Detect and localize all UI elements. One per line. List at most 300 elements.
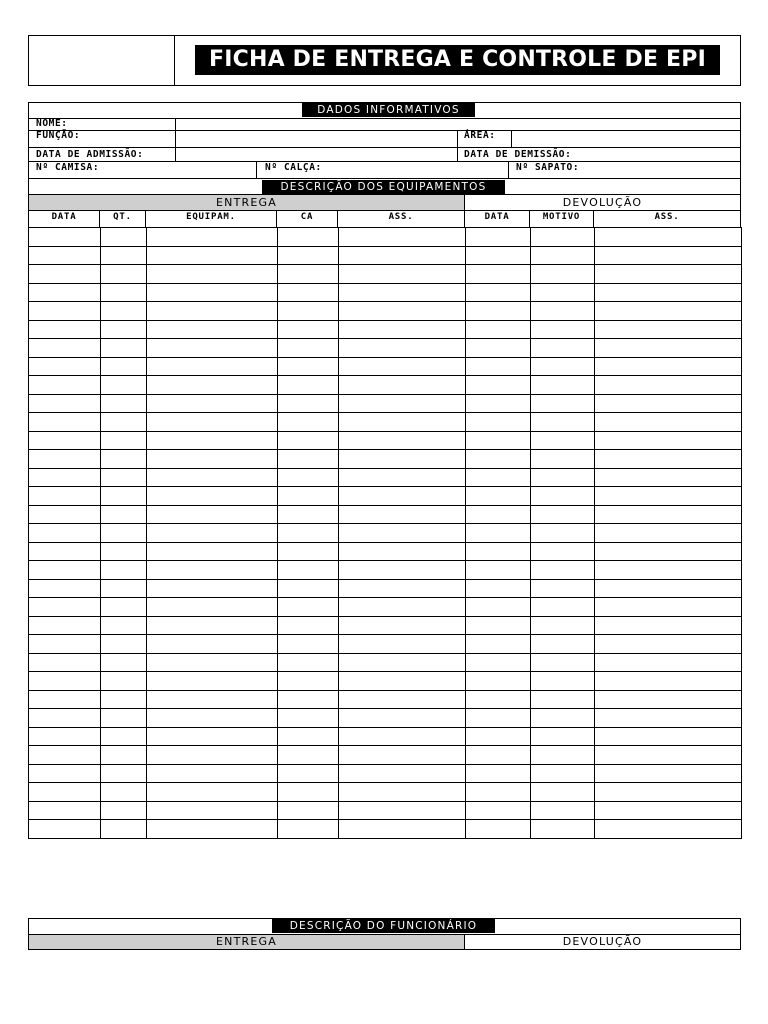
col-header-equipam: EQUIPAM. (186, 212, 236, 222)
table-cell[interactable] (29, 672, 101, 691)
table-cell[interactable] (339, 598, 466, 617)
table-cell[interactable] (339, 339, 466, 358)
table-cell[interactable] (531, 320, 595, 339)
table-cell[interactable] (466, 598, 531, 617)
table-cell[interactable] (278, 746, 339, 765)
table-cell[interactable] (278, 616, 339, 635)
table-cell[interactable] (531, 283, 595, 302)
table-cell[interactable] (339, 320, 466, 339)
table-cell[interactable] (339, 487, 466, 506)
table-cell[interactable] (531, 431, 595, 450)
table-cell[interactable] (101, 320, 147, 339)
table-cell[interactable] (29, 598, 101, 617)
table-cell[interactable] (278, 579, 339, 598)
table-cell[interactable] (339, 542, 466, 561)
table-cell[interactable] (29, 524, 101, 543)
table-cell[interactable] (339, 764, 466, 783)
table-cell[interactable] (147, 246, 278, 265)
table-cell[interactable] (101, 228, 147, 247)
table-cell[interactable] (531, 727, 595, 746)
table-cell[interactable] (531, 468, 595, 487)
table-row (29, 228, 742, 247)
table-cell[interactable] (147, 727, 278, 746)
table-cell[interactable] (29, 542, 101, 561)
table-cell[interactable] (29, 394, 101, 413)
rule (28, 161, 741, 162)
table-cell[interactable] (339, 801, 466, 820)
table-cell[interactable] (466, 764, 531, 783)
table-cell[interactable] (278, 246, 339, 265)
table-cell[interactable] (466, 357, 531, 376)
table-cell[interactable] (466, 413, 531, 432)
table-cell[interactable] (29, 709, 101, 728)
devolucao-header: DEVOLUÇÃO (562, 196, 643, 209)
table-cell[interactable] (278, 727, 339, 746)
table-cell[interactable] (101, 487, 147, 506)
table-cell[interactable] (466, 746, 531, 765)
table-cell[interactable] (147, 283, 278, 302)
table-cell[interactable] (466, 820, 531, 839)
table-cell[interactable] (101, 376, 147, 395)
table-cell[interactable] (595, 653, 742, 672)
table-cell[interactable] (101, 302, 147, 321)
table-cell[interactable] (147, 228, 278, 247)
table-cell[interactable] (101, 339, 147, 358)
table-cell[interactable] (466, 302, 531, 321)
table-cell[interactable] (147, 801, 278, 820)
table-cell[interactable] (595, 616, 742, 635)
table-cell[interactable] (595, 561, 742, 580)
table-row (29, 598, 742, 617)
table-cell[interactable] (101, 746, 147, 765)
table-cell[interactable] (147, 709, 278, 728)
table-cell[interactable] (29, 431, 101, 450)
table-cell[interactable] (29, 561, 101, 580)
table-cell[interactable] (531, 450, 595, 469)
table-cell[interactable] (29, 820, 101, 839)
table-row (29, 783, 742, 802)
table-cell[interactable] (29, 228, 101, 247)
table-row (29, 709, 742, 728)
table-cell[interactable] (531, 561, 595, 580)
table-cell[interactable] (29, 505, 101, 524)
table-cell[interactable] (339, 727, 466, 746)
table-cell[interactable] (147, 468, 278, 487)
table-cell[interactable] (278, 302, 339, 321)
table-cell[interactable] (278, 542, 339, 561)
table-cell[interactable] (339, 246, 466, 265)
table-cell[interactable] (278, 376, 339, 395)
table-cell[interactable] (466, 653, 531, 672)
table-cell[interactable] (466, 283, 531, 302)
table-cell[interactable] (531, 616, 595, 635)
table-cell[interactable] (339, 283, 466, 302)
table-cell[interactable] (147, 450, 278, 469)
table-row (29, 320, 742, 339)
table-cell[interactable] (531, 394, 595, 413)
table-cell[interactable] (339, 635, 466, 654)
table-cell[interactable] (595, 320, 742, 339)
rule (175, 118, 176, 161)
table-cell[interactable] (101, 672, 147, 691)
table-cell[interactable] (278, 468, 339, 487)
table-cell[interactable] (466, 542, 531, 561)
table-cell[interactable] (29, 487, 101, 506)
table-cell[interactable] (531, 764, 595, 783)
table-cell[interactable] (29, 302, 101, 321)
table-cell[interactable] (278, 487, 339, 506)
table-cell[interactable] (595, 783, 742, 802)
rule (457, 130, 458, 161)
table-cell[interactable] (147, 764, 278, 783)
table-cell[interactable] (595, 635, 742, 654)
table-cell[interactable] (101, 727, 147, 746)
table-cell[interactable] (147, 413, 278, 432)
table-cell[interactable] (147, 376, 278, 395)
table-cell[interactable] (466, 320, 531, 339)
table-row (29, 727, 742, 746)
table-cell[interactable] (147, 524, 278, 543)
table-cell[interactable] (147, 672, 278, 691)
table-cell[interactable] (466, 376, 531, 395)
table-cell[interactable] (147, 542, 278, 561)
table-cell[interactable] (531, 635, 595, 654)
table-cell[interactable] (29, 727, 101, 746)
table-cell[interactable] (595, 505, 742, 524)
table-cell[interactable] (29, 450, 101, 469)
table-cell[interactable] (339, 653, 466, 672)
table-cell[interactable] (595, 302, 742, 321)
table-cell[interactable] (147, 820, 278, 839)
nome-label: NOME: (36, 118, 68, 129)
table-cell[interactable] (595, 727, 742, 746)
table-cell[interactable] (339, 228, 466, 247)
table-cell[interactable] (531, 228, 595, 247)
table-cell[interactable] (29, 653, 101, 672)
table-cell[interactable] (278, 394, 339, 413)
table-cell[interactable] (101, 561, 147, 580)
table-cell[interactable] (339, 431, 466, 450)
table-cell[interactable] (278, 450, 339, 469)
table-cell[interactable] (595, 394, 742, 413)
table-cell[interactable] (595, 764, 742, 783)
table-cell[interactable] (29, 376, 101, 395)
table-cell[interactable] (278, 283, 339, 302)
table-cell[interactable] (101, 265, 147, 284)
table-cell[interactable] (147, 357, 278, 376)
table-cell[interactable] (101, 579, 147, 598)
table-cell[interactable] (595, 357, 742, 376)
table-row (29, 746, 742, 765)
table-cell[interactable] (531, 709, 595, 728)
table-cell[interactable] (29, 783, 101, 802)
rule (28, 147, 741, 148)
table-cell[interactable] (278, 431, 339, 450)
table-cell[interactable] (101, 283, 147, 302)
table-cell[interactable] (101, 524, 147, 543)
table-cell[interactable] (339, 524, 466, 543)
table-cell[interactable] (147, 431, 278, 450)
table-cell[interactable] (29, 468, 101, 487)
table-cell[interactable] (278, 801, 339, 820)
table-cell[interactable] (466, 228, 531, 247)
table-cell[interactable] (531, 357, 595, 376)
table-cell[interactable] (101, 413, 147, 432)
table-cell[interactable] (595, 746, 742, 765)
table-cell[interactable] (29, 635, 101, 654)
table-cell[interactable] (278, 228, 339, 247)
rule (740, 102, 741, 227)
table-cell[interactable] (101, 357, 147, 376)
table-cell[interactable] (29, 283, 101, 302)
table-cell[interactable] (466, 450, 531, 469)
col-header-data-devolucao: DATA (484, 212, 510, 222)
table-cell[interactable] (101, 783, 147, 802)
table-cell[interactable] (595, 801, 742, 820)
table-cell[interactable] (278, 265, 339, 284)
table-cell[interactable] (466, 801, 531, 820)
table-cell[interactable] (147, 265, 278, 284)
table-cell[interactable] (29, 690, 101, 709)
table-cell[interactable] (466, 635, 531, 654)
table-cell[interactable] (466, 579, 531, 598)
table-cell[interactable] (339, 672, 466, 691)
table-cell[interactable] (531, 265, 595, 284)
section-title-funcionario: DESCRIÇÃO DO FUNCIONÁRIO (272, 919, 495, 933)
employee-entrega-header: ENTREGA (216, 935, 277, 948)
table-cell[interactable] (29, 320, 101, 339)
table-cell[interactable] (339, 561, 466, 580)
table-cell[interactable] (595, 283, 742, 302)
table-cell[interactable] (147, 487, 278, 506)
table-cell[interactable] (29, 746, 101, 765)
table-cell[interactable] (339, 616, 466, 635)
table-cell[interactable] (531, 801, 595, 820)
table-cell[interactable] (147, 783, 278, 802)
table-cell[interactable] (29, 616, 101, 635)
table-cell[interactable] (147, 320, 278, 339)
table-cell[interactable] (278, 783, 339, 802)
table-cell[interactable] (29, 413, 101, 432)
table-row (29, 801, 742, 820)
table-row (29, 394, 742, 413)
table-cell[interactable] (339, 376, 466, 395)
table-cell[interactable] (595, 690, 742, 709)
table-cell[interactable] (531, 302, 595, 321)
table-cell[interactable] (466, 265, 531, 284)
table-cell[interactable] (339, 709, 466, 728)
table-cell[interactable] (466, 783, 531, 802)
table-cell[interactable] (339, 357, 466, 376)
table-cell[interactable] (278, 653, 339, 672)
table-cell[interactable] (339, 820, 466, 839)
table-row (29, 524, 742, 543)
table-cell[interactable] (147, 505, 278, 524)
table-cell[interactable] (278, 339, 339, 358)
table-cell[interactable] (29, 265, 101, 284)
table-cell[interactable] (147, 561, 278, 580)
table-cell[interactable] (531, 746, 595, 765)
table-cell[interactable] (101, 598, 147, 617)
table-cell[interactable] (466, 709, 531, 728)
table-cell[interactable] (147, 690, 278, 709)
table-cell[interactable] (147, 579, 278, 598)
table-cell[interactable] (531, 653, 595, 672)
table-cell[interactable] (101, 653, 147, 672)
table-cell[interactable] (531, 783, 595, 802)
table-cell[interactable] (531, 598, 595, 617)
table-cell[interactable] (147, 339, 278, 358)
table-cell[interactable] (101, 690, 147, 709)
table-cell[interactable] (278, 561, 339, 580)
table-cell[interactable] (531, 376, 595, 395)
table-cell[interactable] (595, 542, 742, 561)
table-cell[interactable] (147, 394, 278, 413)
table-cell[interactable] (278, 709, 339, 728)
table-cell[interactable] (595, 376, 742, 395)
table-cell[interactable] (101, 246, 147, 265)
table-cell[interactable] (147, 635, 278, 654)
table-cell[interactable] (29, 339, 101, 358)
table-cell[interactable] (147, 598, 278, 617)
table-cell[interactable] (339, 394, 466, 413)
table-cell[interactable] (595, 672, 742, 691)
table-cell[interactable] (101, 764, 147, 783)
table-cell[interactable] (278, 598, 339, 617)
table-cell[interactable] (101, 505, 147, 524)
table-cell[interactable] (466, 561, 531, 580)
table-cell[interactable] (147, 616, 278, 635)
sapato-label: Nº SAPATO: (516, 162, 580, 173)
table-cell[interactable] (466, 468, 531, 487)
table-cell[interactable] (101, 635, 147, 654)
section-title-equipamentos: DESCRIÇÃO DOS EQUIPAMENTOS (262, 180, 505, 194)
table-cell[interactable] (147, 746, 278, 765)
table-cell[interactable] (29, 246, 101, 265)
table-cell[interactable] (595, 524, 742, 543)
table-cell[interactable] (339, 505, 466, 524)
table-cell[interactable] (466, 690, 531, 709)
table-cell[interactable] (339, 302, 466, 321)
col-header-ass-devolucao: ASS. (654, 212, 680, 222)
employee-devolucao-header: DEVOLUÇÃO (562, 935, 643, 948)
table-cell[interactable] (101, 616, 147, 635)
table-cell[interactable] (595, 413, 742, 432)
table-cell[interactable] (278, 690, 339, 709)
table-cell[interactable] (595, 468, 742, 487)
table-cell[interactable] (339, 690, 466, 709)
table-cell[interactable] (278, 320, 339, 339)
table-cell[interactable] (278, 635, 339, 654)
table-cell[interactable] (101, 468, 147, 487)
table-cell[interactable] (101, 450, 147, 469)
table-cell[interactable] (595, 579, 742, 598)
table-cell[interactable] (531, 505, 595, 524)
table-cell[interactable] (101, 394, 147, 413)
table-cell[interactable] (101, 801, 147, 820)
table-cell[interactable] (101, 431, 147, 450)
table-cell[interactable] (278, 672, 339, 691)
table-cell[interactable] (466, 394, 531, 413)
table-cell[interactable] (278, 505, 339, 524)
table-cell[interactable] (531, 579, 595, 598)
table-cell[interactable] (466, 616, 531, 635)
rule (28, 130, 741, 131)
table-cell[interactable] (531, 339, 595, 358)
table-cell[interactable] (278, 413, 339, 432)
table-cell[interactable] (339, 783, 466, 802)
table-cell[interactable] (466, 487, 531, 506)
table-cell[interactable] (466, 727, 531, 746)
table-cell[interactable] (339, 450, 466, 469)
table-cell[interactable] (595, 339, 742, 358)
table-cell[interactable] (595, 228, 742, 247)
table-cell[interactable] (595, 820, 742, 839)
table-cell[interactable] (466, 339, 531, 358)
table-cell[interactable] (278, 764, 339, 783)
table-cell[interactable] (466, 672, 531, 691)
table-cell[interactable] (278, 357, 339, 376)
rule (511, 130, 512, 147)
table-cell[interactable] (339, 468, 466, 487)
col-header-ass: ASS. (388, 212, 414, 222)
table-cell[interactable] (595, 246, 742, 265)
table-cell[interactable] (531, 413, 595, 432)
table-cell[interactable] (595, 709, 742, 728)
table-cell[interactable] (595, 487, 742, 506)
table-cell[interactable] (339, 746, 466, 765)
table-row (29, 487, 742, 506)
table-cell[interactable] (278, 820, 339, 839)
table-cell[interactable] (101, 542, 147, 561)
rule (28, 178, 741, 179)
table-cell[interactable] (531, 820, 595, 839)
table-cell[interactable] (147, 653, 278, 672)
table-cell[interactable] (147, 302, 278, 321)
table-cell[interactable] (466, 505, 531, 524)
table-cell[interactable] (531, 524, 595, 543)
table-cell[interactable] (531, 246, 595, 265)
table-cell[interactable] (29, 579, 101, 598)
table-cell[interactable] (595, 450, 742, 469)
table-cell[interactable] (595, 265, 742, 284)
table-cell[interactable] (595, 431, 742, 450)
table-cell[interactable] (531, 690, 595, 709)
table-cell[interactable] (466, 524, 531, 543)
table-row (29, 505, 742, 524)
table-row (29, 690, 742, 709)
table-cell[interactable] (29, 801, 101, 820)
equipment-grid (28, 227, 742, 839)
table-cell[interactable] (466, 431, 531, 450)
table-cell[interactable] (595, 598, 742, 617)
table-cell[interactable] (531, 672, 595, 691)
table-cell[interactable] (339, 265, 466, 284)
table-cell[interactable] (531, 487, 595, 506)
table-cell[interactable] (278, 524, 339, 543)
table-cell[interactable] (531, 542, 595, 561)
table-cell[interactable] (466, 246, 531, 265)
logo-area (28, 35, 175, 86)
table-cell[interactable] (339, 413, 466, 432)
page-title: FICHA DE ENTREGA E CONTROLE DE EPI (195, 45, 720, 75)
table-cell[interactable] (339, 579, 466, 598)
table-cell[interactable] (29, 764, 101, 783)
table-row (29, 764, 742, 783)
table-cell[interactable] (29, 357, 101, 376)
table-cell[interactable] (101, 820, 147, 839)
table-cell[interactable] (101, 709, 147, 728)
